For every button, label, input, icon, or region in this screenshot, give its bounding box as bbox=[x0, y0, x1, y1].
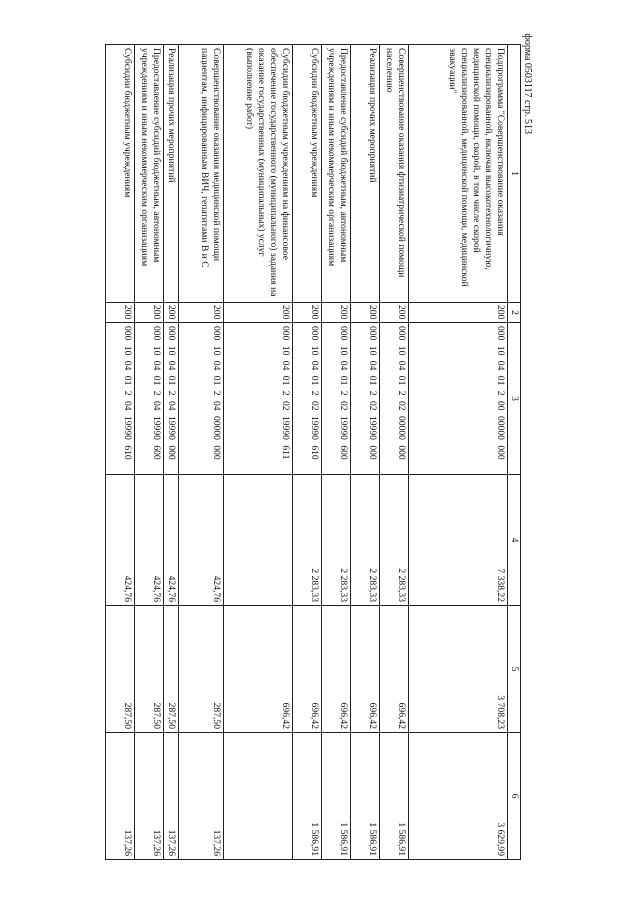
row-line-code: 200 bbox=[179, 303, 224, 323]
table-row bbox=[135, 45, 164, 860]
row-name: Совершенствование оказания медицинской помощи пациентам, инфицированным ВИЧ, гепатитами В и С bbox=[179, 45, 224, 303]
row-approved: 2 283,33 bbox=[380, 475, 409, 606]
row-approved: 2 283,33 bbox=[322, 475, 351, 606]
row-unexecuted: 1 586,91 bbox=[351, 733, 380, 860]
row-budget-code: 000 10 04 01 2 02 19990 000 bbox=[351, 323, 380, 475]
col-header-1: 1 bbox=[508, 45, 521, 303]
row-line-code: 200 bbox=[293, 303, 322, 323]
row-unexecuted: 1 586,91 bbox=[322, 733, 351, 860]
table-row bbox=[351, 45, 380, 860]
row-budget-code: 000 10 04 01 2 04 19990 610 bbox=[106, 323, 135, 475]
row-line-code: 200 bbox=[164, 303, 179, 323]
table-row bbox=[179, 45, 224, 860]
col-header-4: 4 bbox=[508, 475, 521, 606]
row-executed: 696,42 bbox=[293, 606, 322, 733]
row-unexecuted: 137,26 bbox=[135, 733, 164, 860]
row-budget-code: 000 10 04 01 2 02 19990 610 bbox=[293, 323, 322, 475]
row-executed: 287,50 bbox=[164, 606, 179, 733]
row-name: Предоставление субсидий бюджетным, автономным учреждениям и иным некоммерческим организациям bbox=[135, 45, 164, 303]
row-name: Предоставление субсидий бюджетным, автономным учреждениям и иным некоммерческим организациям bbox=[322, 45, 351, 303]
row-unexecuted: 137,26 bbox=[106, 733, 135, 860]
row-budget-code: 000 10 04 01 2 02 19990 611 bbox=[224, 323, 293, 475]
row-unexecuted: 1 586,91 bbox=[380, 733, 409, 860]
row-unexecuted: 1 586,91 bbox=[293, 733, 322, 860]
row-name: Субсидии бюджетным учреждениям bbox=[106, 45, 135, 303]
row-unexecuted bbox=[224, 733, 293, 860]
row-unexecuted: 3 629,99 bbox=[409, 733, 508, 860]
col-header-2: 2 bbox=[508, 303, 521, 323]
table-row bbox=[224, 45, 293, 860]
rotated-report bbox=[66, 33, 533, 859]
row-executed: 3 708,23 bbox=[409, 606, 508, 733]
row-approved: 7 338,22 bbox=[409, 475, 508, 606]
col-header-5: 5 bbox=[508, 606, 521, 733]
row-budget-code: 000 10 04 01 2 00 00000 000 bbox=[409, 323, 508, 475]
table-row bbox=[322, 45, 351, 860]
table-row bbox=[409, 45, 508, 860]
row-line-code: 200 bbox=[380, 303, 409, 323]
row-line-code: 200 bbox=[351, 303, 380, 323]
row-line-code: 200 bbox=[322, 303, 351, 323]
row-approved: 2 283,33 bbox=[293, 475, 322, 606]
row-name: Реализация прочих мероприятий bbox=[351, 45, 380, 303]
row-name: Подпрограмма "Совершенствование оказания специализированной, включая высокотехнологичную, медицинской помощи, скорой, в том числе скорой специализированной, медицинской помощи, медицинской эвакуации" bbox=[409, 45, 508, 303]
budget-table bbox=[105, 44, 521, 860]
row-line-code: 200 bbox=[135, 303, 164, 323]
row-name: Субсидии бюджетным учреждениям на финансовое обеспечение государственного (муниципального) задания на оказание государственных (муниципальных) услуг (выполнение работ) bbox=[224, 45, 293, 303]
row-unexecuted: 137,26 bbox=[164, 733, 179, 860]
row-executed: 287,50 bbox=[179, 606, 224, 733]
row-executed: 696,42 bbox=[322, 606, 351, 733]
table-row bbox=[293, 45, 322, 860]
table-row bbox=[164, 45, 179, 860]
row-executed: 287,50 bbox=[135, 606, 164, 733]
row-approved: 2 283,33 bbox=[351, 475, 380, 606]
form-label: форма 0503117 стр. 513 bbox=[522, 33, 533, 134]
row-unexecuted: 137,26 bbox=[179, 733, 224, 860]
table-row bbox=[380, 45, 409, 860]
row-budget-code: 000 10 04 01 2 02 00000 000 bbox=[380, 323, 409, 475]
row-approved: 424,76 bbox=[106, 475, 135, 606]
row-executed: 696,42 bbox=[351, 606, 380, 733]
row-approved: 424,76 bbox=[135, 475, 164, 606]
row-approved bbox=[224, 475, 293, 606]
row-name: Совершенствование оказания фтизиатрической помощи населению bbox=[380, 45, 409, 303]
row-executed: 696,42 bbox=[224, 606, 293, 733]
row-line-code: 200 bbox=[106, 303, 135, 323]
row-executed: 287,50 bbox=[106, 606, 135, 733]
header-row bbox=[508, 45, 521, 860]
row-name: Субсидии бюджетным учреждениям bbox=[293, 45, 322, 303]
row-approved: 424,76 bbox=[179, 475, 224, 606]
row-line-code: 200 bbox=[224, 303, 293, 323]
row-line-code: 200 bbox=[409, 303, 508, 323]
row-approved: 424,76 bbox=[164, 475, 179, 606]
col-header-3: 3 bbox=[508, 323, 521, 475]
row-budget-code: 000 10 04 01 2 02 19990 600 bbox=[322, 323, 351, 475]
row-budget-code: 000 10 04 01 2 04 19990 600 bbox=[135, 323, 164, 475]
row-budget-code: 000 10 04 01 2 04 00000 000 bbox=[179, 323, 224, 475]
row-executed: 696,42 bbox=[380, 606, 409, 733]
row-name: Реализация прочих мероприятий bbox=[164, 45, 179, 303]
row-budget-code: 000 10 04 01 2 04 19990 000 bbox=[164, 323, 179, 475]
table-row bbox=[106, 45, 135, 860]
col-header-6: 6 bbox=[508, 733, 521, 860]
